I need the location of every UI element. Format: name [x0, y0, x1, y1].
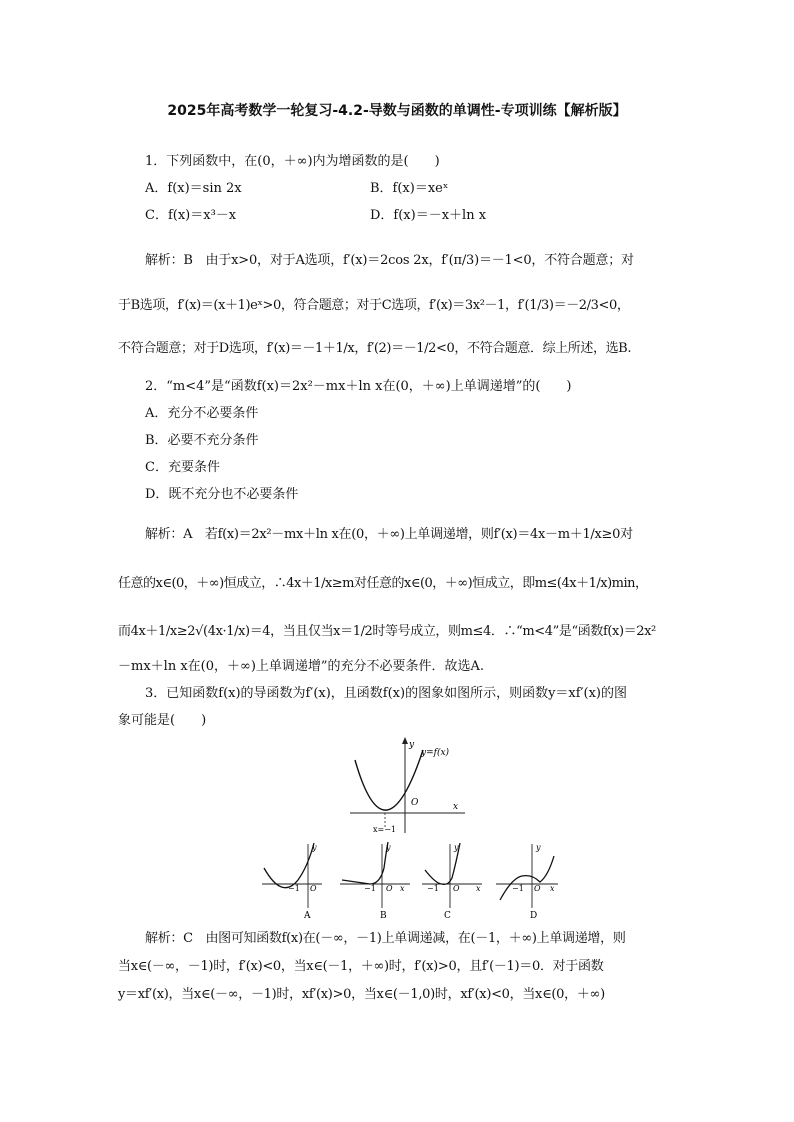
- choice-b-y-label: y: [386, 843, 391, 852]
- q2-option-b: B．必要不充分条件: [145, 433, 259, 448]
- choice-graph-a: [262, 843, 322, 921]
- choice-b-origin: O: [386, 884, 393, 893]
- choice-a-minus-one: −1: [288, 884, 300, 893]
- choice-c-minus-one: −1: [427, 884, 439, 893]
- choice-b-minus-one: −1: [364, 884, 376, 893]
- q2-analysis-line-1: 解析：A 若f(x)＝2x²－mx＋ln x在(0，＋∞)上单调递增，则f′(x)＝4x－m＋1/x≥0对: [145, 527, 633, 542]
- q3-stem-line-2: 象可能是( ): [118, 713, 207, 728]
- q1-option-d: D．f(x)＝－x＋ln x: [370, 208, 487, 223]
- q1-analysis-line-2: 于B选项，f′(x)＝(x＋1)eˣ>0，符合题意；对于C选项，f′(x)＝3x²－1，f′(1/3)＝－2/3<0，: [118, 298, 630, 313]
- q3-analysis-line-3: y＝xf′(x)，当x∈(－∞，－1)时，xf′(x)>0，当x∈(－1,0)时，xf′(x)<0，当x∈(0，＋∞): [118, 987, 605, 1002]
- main-graph-x-label: x: [453, 802, 459, 812]
- choice-a-y-label: y: [312, 843, 317, 852]
- document-title: 2025年高考数学一轮复习-4.2-导数与函数的单调性-专项训练【解析版】: [167, 103, 627, 119]
- q2-option-a: A．充分不必要条件: [145, 406, 259, 421]
- choice-a-origin: O: [310, 884, 317, 893]
- main-graph-origin: O: [411, 798, 419, 808]
- choice-graph-d: [496, 843, 558, 921]
- main-graph-curve-label: y=f(x): [421, 748, 450, 758]
- q1-option-a: A．f(x)＝sin 2x: [145, 181, 242, 196]
- q3-analysis-line-1: 解析：C 由图可知函数f(x)在(－∞，－1)上单调递减，在(－1，＋∞)上单调递增，则: [145, 931, 626, 946]
- q1-analysis-line-1: 解析：B 由于x>0，对于A选项，f′(x)＝2cos 2x，f′(π/3)＝－1<0，不符合题意；对: [145, 253, 634, 268]
- q2-option-c: C．充要条件: [145, 460, 220, 475]
- choice-d-curve: [500, 856, 554, 900]
- q3-analysis-line-2: 当x∈(－∞，－1)时，f′(x)<0，当x∈(－1，＋∞)时，f′(x)>0，且f′(－1)＝0．对于函数: [118, 959, 604, 974]
- choice-d-origin: O: [534, 884, 541, 893]
- choice-graph-b: [340, 842, 410, 921]
- choice-c-y-label: y: [454, 843, 459, 852]
- q2-stem: 2．“m<4”是“函数f(x)＝2x²－mx＋ln x在(0，＋∞)上单调递增”的( ): [145, 379, 572, 394]
- q1-option-b: B．f(x)＝xeˣ: [370, 181, 449, 196]
- q2-analysis-line-2: 任意的x∈(0，＋∞)恒成立，∴4x＋1/x≥m对任意的x∈(0，＋∞)恒成立，即m≤(4x＋1/x)min，: [118, 576, 648, 591]
- main-graph-marker: x=−1: [373, 825, 397, 834]
- choice-c-origin: O: [453, 884, 460, 893]
- q2-option-d: D．既不充分也不必要条件: [145, 487, 299, 502]
- choice-graph-c: [422, 843, 482, 921]
- choice-b-label: B: [380, 911, 387, 921]
- choice-b-curve: [342, 842, 388, 884]
- choice-d-minus-one: −1: [512, 884, 524, 893]
- q1-option-c: C．f(x)＝x³－x: [145, 208, 237, 223]
- choice-d-label: D: [530, 911, 538, 921]
- q2-analysis-line-4: －mx＋ln x在(0，＋∞)上单调递增”的充分不必要条件．故选A.: [118, 659, 485, 674]
- q3-choice-graphs: [260, 838, 560, 922]
- q2-analysis-line-3: 而4x＋1/x≥2√(4x·1/x)＝4，当且仅当x＝1/2时等号成立，则m≤4．∴“m<4”是“函数f(x)＝2x²: [118, 624, 656, 639]
- choice-c-label: C: [444, 911, 451, 921]
- q3-main-graph: [345, 735, 475, 835]
- choice-a-curve: [264, 843, 314, 888]
- q1-stem: 1．下列函数中，在(0，＋∞)内为增函数的是( ): [145, 154, 440, 169]
- main-graph-y-arrow-icon: [402, 737, 408, 744]
- choice-d-y-label: y: [536, 843, 541, 852]
- q1-analysis-line-3: 不符合题意；对于D选项，f′(x)＝－1＋1/x，f′(2)＝－1/2<0，不符合题意．综上所述，选B.: [118, 341, 632, 356]
- main-graph-y-label: y: [409, 740, 415, 750]
- choice-d-x-label: x: [550, 884, 555, 893]
- choice-a-label: A: [304, 911, 311, 921]
- choice-c-x-label: x: [476, 884, 481, 893]
- choice-b-x-label: x: [400, 884, 405, 893]
- q3-stem-line-1: 3．已知函数f(x)的导函数为f′(x)，且函数f(x)的图象如图所示，则函数y＝xf′(x)的图: [145, 686, 627, 701]
